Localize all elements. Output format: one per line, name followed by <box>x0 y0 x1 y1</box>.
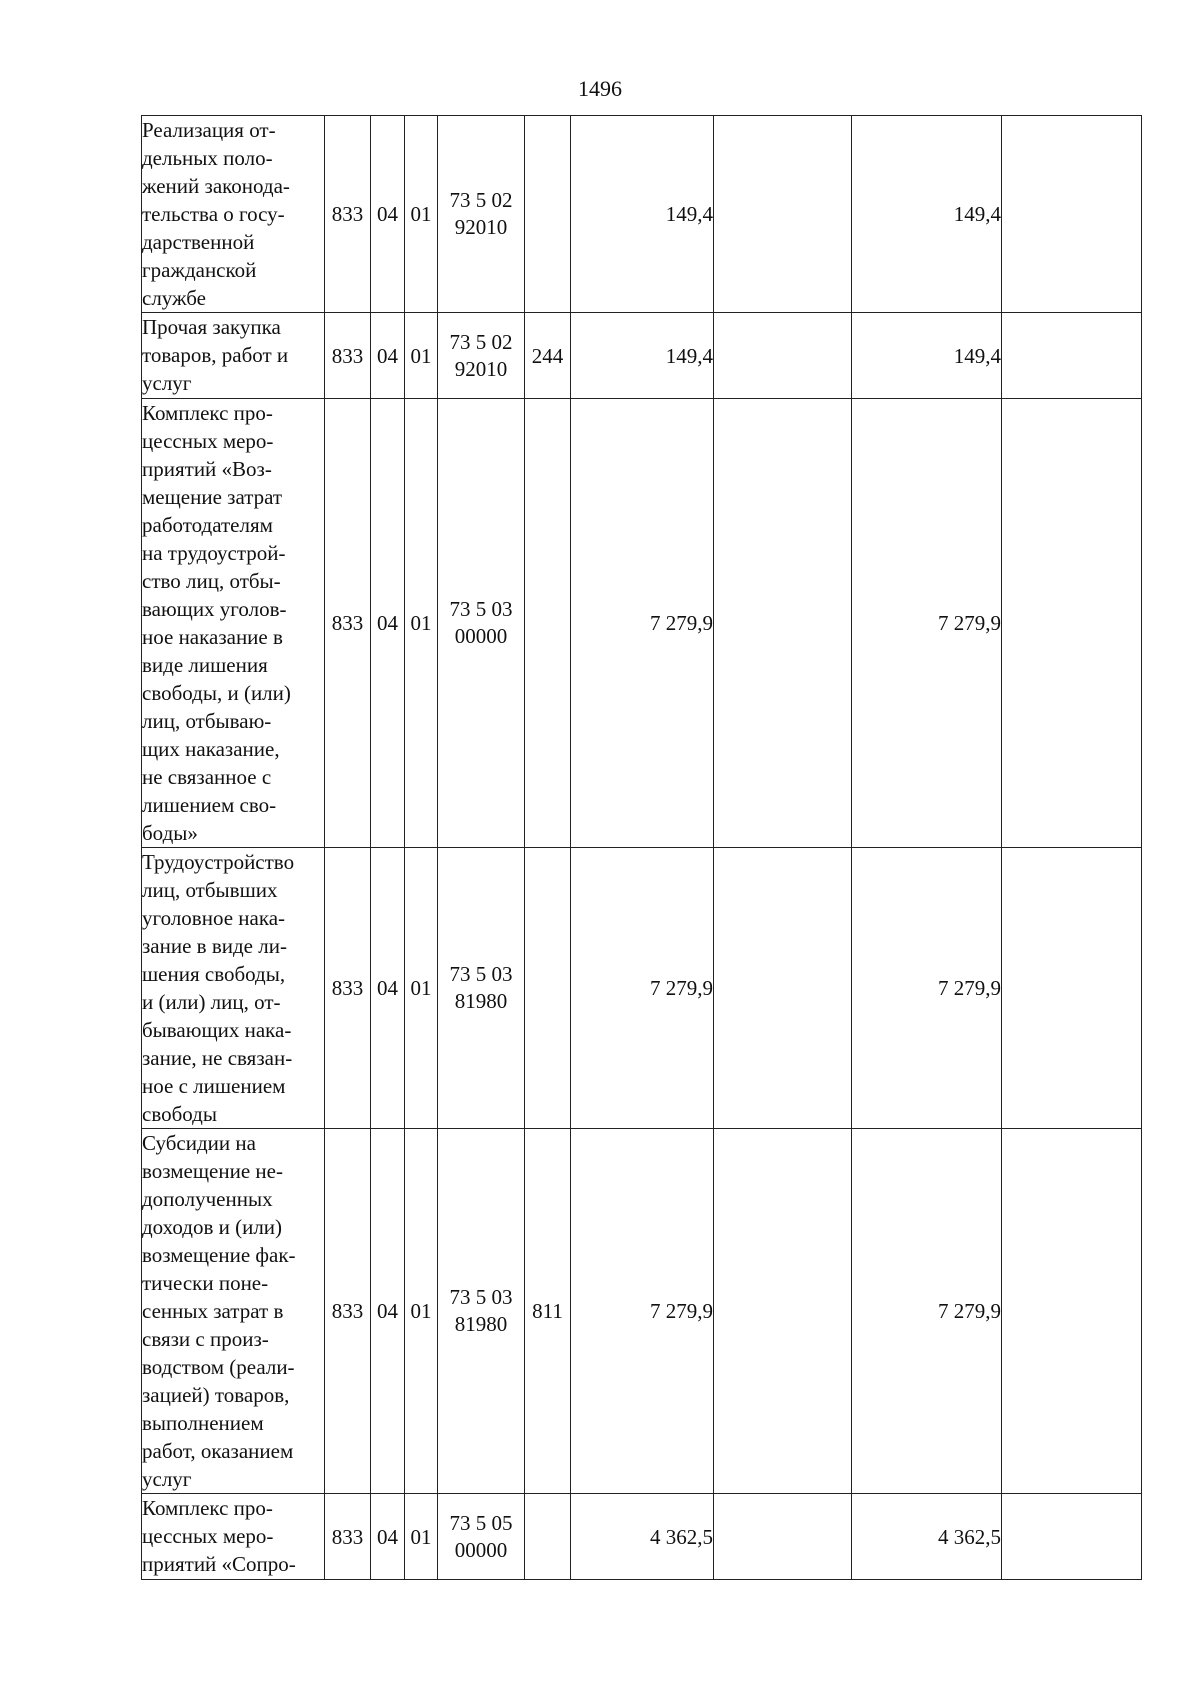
target-article-line-1: 73 5 02 <box>449 329 513 354</box>
row-name-line: товаров, работ и <box>142 343 289 367</box>
target-article-line-2: 81980 <box>454 1312 508 1336</box>
row-name-line: ство лиц, отбы- <box>142 569 281 593</box>
target-article-cell <box>438 313 525 399</box>
subsection-code-cell: 01 <box>405 1129 438 1494</box>
empty-amount-cell <box>714 313 852 399</box>
amount-cell: 149,4 <box>852 313 1002 399</box>
amount-cell: 149,4 <box>852 116 1002 313</box>
last-amount-cell <box>1002 1129 1142 1494</box>
target-article-line-2: 81980 <box>454 989 508 1013</box>
row-name-line: выполнением <box>142 1411 264 1435</box>
row-name-line: свободы <box>142 1102 217 1126</box>
row-name-line: дополученных <box>142 1187 273 1211</box>
row-name-line: услуг <box>142 1467 192 1491</box>
row-name-line: ное с лишением <box>142 1074 286 1098</box>
row-name-line: службе <box>142 286 206 310</box>
subsection-code-cell: 01 <box>405 116 438 313</box>
expense-type-cell: 811 <box>525 1129 571 1494</box>
amount-cell: 7 279,9 <box>852 399 1002 848</box>
target-article-cell <box>438 1494 525 1580</box>
target-article-line-2: 00000 <box>454 624 508 648</box>
last-amount-cell <box>1002 399 1142 848</box>
subsection-code-cell: 01 <box>405 1494 438 1580</box>
target-article-line-2: 00000 <box>454 1537 508 1562</box>
row-name-line: Прочая закупка <box>142 315 281 339</box>
row-name-line: цессных меро- <box>142 429 274 453</box>
target-article-line-1: 73 5 02 <box>449 188 513 212</box>
grbs-code-cell: 833 <box>325 848 371 1129</box>
grbs-code-cell: 833 <box>325 116 371 313</box>
row-name-line: мещение затрат <box>142 485 283 509</box>
row-name-line: Субсидии на <box>142 1131 256 1155</box>
target-article-cell <box>438 116 525 313</box>
row-name-line: связи с произ- <box>142 1327 269 1351</box>
row-name-line: Трудоустройство <box>142 850 295 874</box>
row-name-line: Комплекс про- <box>142 401 273 425</box>
empty-amount-cell <box>714 1129 852 1494</box>
last-amount-cell <box>1002 116 1142 313</box>
last-amount-cell <box>1002 313 1142 399</box>
amount-cell: 7 279,9 <box>852 848 1002 1129</box>
grbs-code-cell: 833 <box>325 313 371 399</box>
target-article-cell <box>438 399 525 848</box>
grbs-code-cell: 833 <box>325 1494 371 1580</box>
row-name-line: зацией) товаров, <box>142 1383 290 1407</box>
target-article-line-1: 73 5 03 <box>449 962 513 986</box>
row-name-line: дарственной <box>142 230 255 254</box>
expense-type-cell <box>525 1494 571 1580</box>
row-name-line: боды» <box>142 821 198 845</box>
total-amount-cell: 149,4 <box>571 116 714 313</box>
section-code-cell: 04 <box>371 848 405 1129</box>
subsection-code-cell: 01 <box>405 848 438 1129</box>
amount-cell: 7 279,9 <box>852 1129 1002 1494</box>
target-article-cell <box>438 1129 525 1494</box>
row-name-line: тельства о госу- <box>142 202 285 226</box>
row-name-line: лишением сво- <box>142 793 277 817</box>
row-name-line: возмещение не- <box>142 1159 283 1183</box>
grbs-code-cell: 833 <box>325 1129 371 1494</box>
row-name-line: дельных поло- <box>142 146 273 170</box>
row-name-cell <box>142 848 325 1129</box>
last-amount-cell <box>1002 1494 1142 1580</box>
row-name-line: работ, оказанием <box>142 1439 294 1463</box>
expense-type-cell <box>525 116 571 313</box>
row-name-line: цессных меро- <box>142 1524 274 1548</box>
row-name-cell <box>142 116 325 313</box>
row-name-line: бывающих нака- <box>142 1018 292 1042</box>
row-name-line: уголовное нака- <box>142 906 286 930</box>
row-name-line: Реализация от- <box>142 118 276 142</box>
row-name-line: Комплекс про- <box>142 1496 273 1520</box>
total-amount-cell: 149,4 <box>571 313 714 399</box>
row-name-cell <box>142 313 325 399</box>
row-name-line: на трудоустрой- <box>142 541 286 565</box>
expense-type-cell: 244 <box>525 313 571 399</box>
row-name-line: водством (реали- <box>142 1355 295 1379</box>
row-name-line: лиц, отбываю- <box>142 709 272 733</box>
row-name-line: сенных затрат в <box>142 1299 284 1323</box>
section-code-cell: 04 <box>371 399 405 848</box>
row-name-line: не связанное с <box>142 765 272 789</box>
budget-table <box>141 115 1142 1580</box>
section-code-cell: 04 <box>371 1494 405 1580</box>
target-article-line-1: 73 5 03 <box>449 597 513 621</box>
row-name-cell <box>142 399 325 848</box>
row-name-line: зание, не связан- <box>142 1046 293 1070</box>
row-name-line: и (или) лиц, от- <box>142 990 281 1014</box>
row-name-cell <box>142 1129 325 1494</box>
target-article-line-2: 92010 <box>454 356 508 381</box>
row-name-line: виде лишения <box>142 653 268 677</box>
section-code-cell: 04 <box>371 313 405 399</box>
total-amount-cell: 4 362,5 <box>571 1494 714 1580</box>
grbs-code-cell: 833 <box>325 399 371 848</box>
page-number: 1496 <box>578 76 622 101</box>
row-name-line: шения свободы, <box>142 962 286 986</box>
table-row <box>142 848 1142 1129</box>
row-name-line: лиц, отбывших <box>142 878 278 902</box>
target-article-line-1: 73 5 03 <box>449 1285 513 1309</box>
row-name-line: возмещение фак- <box>142 1243 296 1267</box>
expense-type-cell <box>525 399 571 848</box>
table-row <box>142 1494 1142 1580</box>
total-amount-cell: 7 279,9 <box>571 1129 714 1494</box>
row-name-line: работодателям <box>142 513 273 537</box>
last-amount-cell <box>1002 848 1142 1129</box>
target-article-line-2: 92010 <box>454 215 508 239</box>
row-name-line: приятий «Сопро- <box>142 1552 296 1576</box>
total-amount-cell: 7 279,9 <box>571 399 714 848</box>
table-row <box>142 116 1142 313</box>
expense-type-cell <box>525 848 571 1129</box>
empty-amount-cell <box>714 399 852 848</box>
row-name-line: зание в виде ли- <box>142 934 287 958</box>
row-name-line: доходов и (или) <box>142 1215 283 1239</box>
subsection-code-cell: 01 <box>405 313 438 399</box>
target-article-cell <box>438 848 525 1129</box>
row-name-line: щих наказание, <box>142 737 280 761</box>
row-name-line: услуг <box>142 371 192 395</box>
table-row <box>142 313 1142 399</box>
row-name-line: свободы, и (или) <box>142 681 291 705</box>
empty-amount-cell <box>714 848 852 1129</box>
empty-amount-cell <box>714 1494 852 1580</box>
row-name-line: приятий «Воз- <box>142 457 272 481</box>
row-name-cell <box>142 1494 325 1580</box>
row-name-line: жений законода- <box>142 174 290 198</box>
target-article-line-1: 73 5 05 <box>449 1510 513 1535</box>
row-name-line: тически поне- <box>142 1271 269 1295</box>
table-row <box>142 399 1142 848</box>
row-name-line: ное наказание в <box>142 625 283 649</box>
row-name-line: вающих уголов- <box>142 597 287 621</box>
empty-amount-cell <box>714 116 852 313</box>
subsection-code-cell: 01 <box>405 399 438 848</box>
section-code-cell: 04 <box>371 1129 405 1494</box>
row-name-line: гражданской <box>142 258 257 282</box>
total-amount-cell: 7 279,9 <box>571 848 714 1129</box>
table-row <box>142 1129 1142 1494</box>
amount-cell: 4 362,5 <box>852 1494 1002 1580</box>
section-code-cell: 04 <box>371 116 405 313</box>
table-body <box>142 116 1142 1580</box>
